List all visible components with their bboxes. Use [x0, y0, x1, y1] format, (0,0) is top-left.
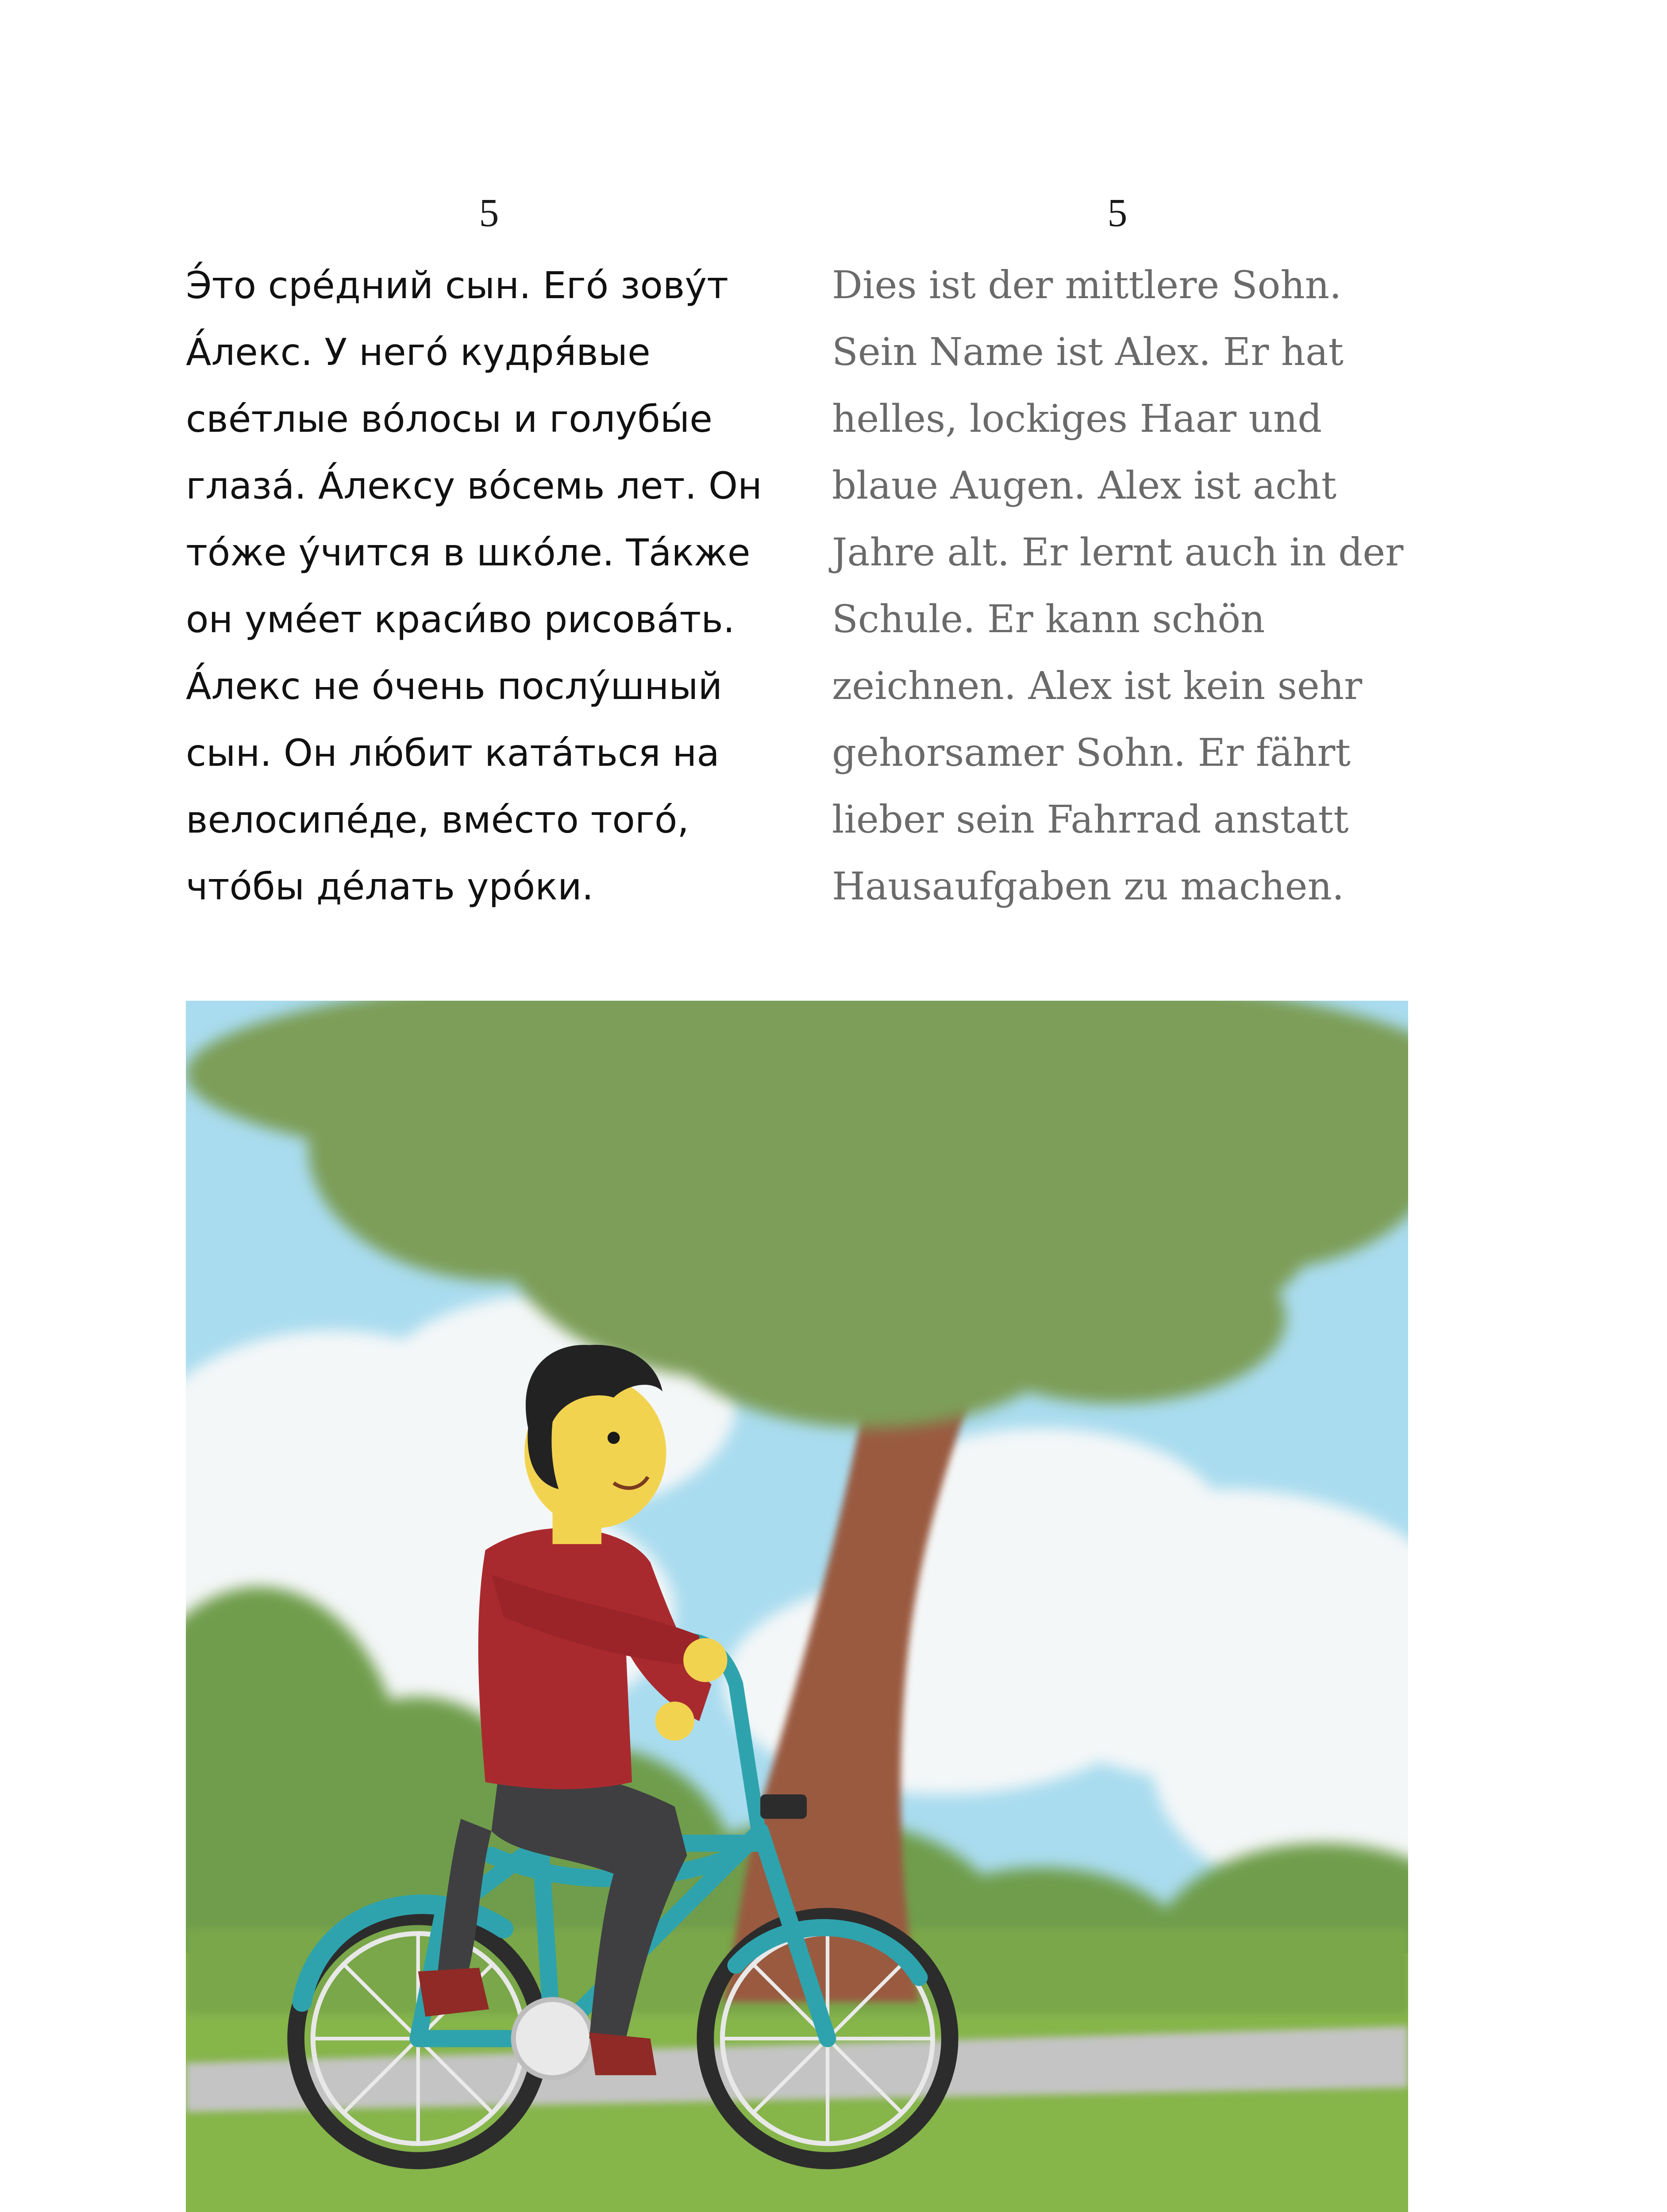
russian-line: велосипе́де, вме́сто того́,: [186, 798, 689, 841]
russian-section-number: 5: [479, 191, 499, 235]
front-light: [760, 1794, 807, 1819]
russian-line: он уме́ет краси́во рисова́ть.: [186, 598, 735, 641]
german-section-number: 5: [1107, 191, 1128, 235]
german-line: gehorsamer Sohn. Er fährt: [832, 731, 1351, 775]
russian-line: Э́то сре́дний сын. Его́ зову́т: [186, 264, 729, 307]
russian-line: све́тлые во́лосы и голубы́е: [186, 397, 712, 441]
german-line: lieber sein Fahrrad anstatt: [832, 798, 1349, 842]
russian-paragraph: [186, 252, 762, 920]
german-line: Jahre alt. Er lernt auch in der: [832, 530, 1404, 575]
russian-line: сын. Он лю́бит ката́ться на: [186, 731, 720, 775]
german-line: Hausaufgaben zu machen.: [832, 864, 1344, 909]
german-line: Schule. Er kann schön: [832, 597, 1265, 641]
left-shoe: [418, 1968, 489, 2016]
russian-line: глаза́. А́лексу во́семь лет. Он: [186, 464, 762, 507]
russian-line: А́лекс не о́чень послу́шный: [186, 664, 723, 708]
chainring: [513, 2000, 592, 2078]
russian-line: то́же у́чится в шко́ле. Та́кже: [186, 531, 751, 574]
boy-on-bicycle-illustration: [186, 1001, 1408, 2212]
hand: [683, 1638, 727, 1682]
german-line: helles, lockiges Haar und: [832, 397, 1322, 441]
german-line: zeichnen. Alex ist kein sehr: [832, 664, 1363, 708]
russian-line: что́бы де́лать уро́ки.: [186, 865, 594, 908]
russian-line: А́лекс. У него́ кудря́вые: [186, 330, 651, 374]
german-paragraph: [832, 252, 1403, 920]
german-line: Dies ist der mittlere Sohn.: [832, 263, 1342, 307]
right-shoe: [589, 2032, 656, 2075]
german-line: blaue Augen. Alex ist acht: [832, 464, 1337, 508]
german-line: Sein Name ist Alex. Er hat: [832, 330, 1344, 374]
